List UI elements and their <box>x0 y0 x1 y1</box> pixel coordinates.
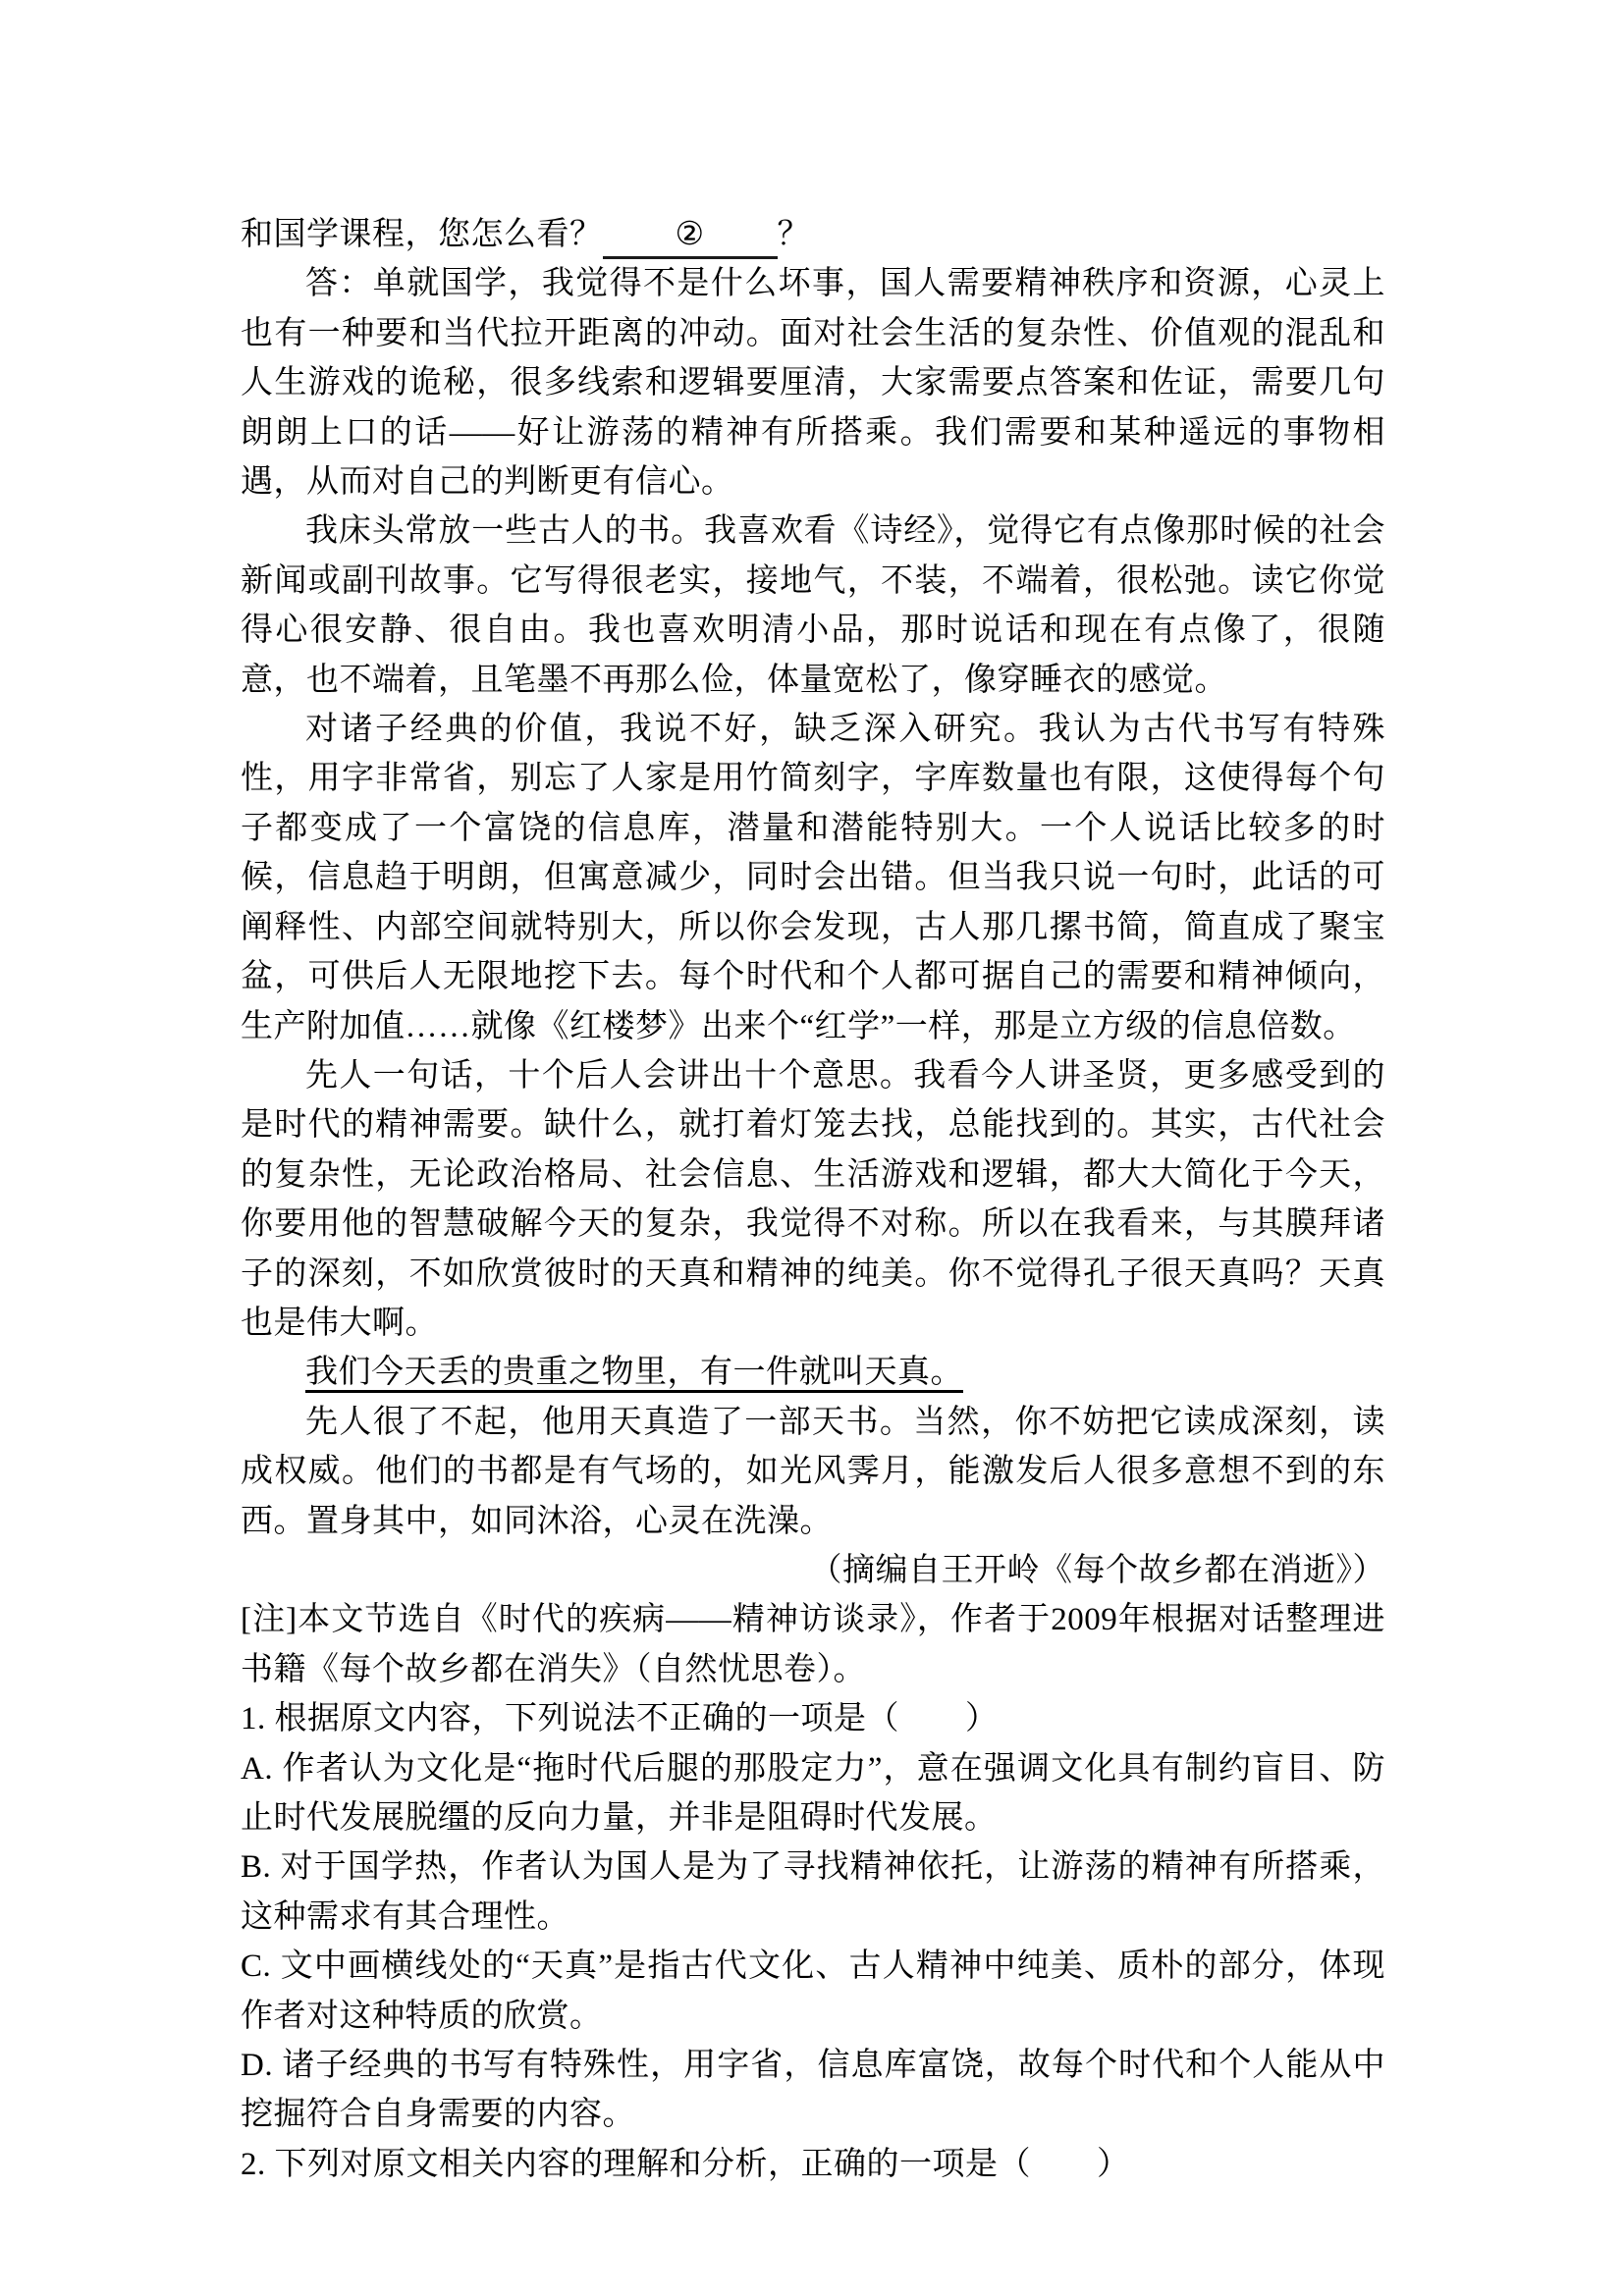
prompt-post-text: ？ <box>777 217 810 252</box>
fill-in-blank-line <box>603 213 778 259</box>
note-line: [注]本文节选自《时代的疾病——精神访谈录》，作者于2009年根据对话整理进书籍《每个故乡都在消失》（自然忧思卷）。 <box>241 1602 1385 1687</box>
question-1-stem: 1. 根据原文内容，下列说法不正确的一项是（ ） <box>241 1701 999 1737</box>
circled-number-2-marker: ② <box>675 217 705 252</box>
attribution-line: （摘编自王开岭《每个故乡都在消逝》） <box>809 1552 1385 1588</box>
question-1-option-b: B. 对于国学热，作者认为国人是为了寻找精神依托，让游荡的精神有所搭乘，这种需求有其合理性。 <box>241 1849 1385 1935</box>
underlined-sentence-text: 我们今天丢的贵重之物里，有一件就叫天真。 <box>305 1355 963 1391</box>
answer-paragraph-1: 答：单就国学，我觉得不是什么坏事，国人需要精神秩序和资源，心灵上也有一种要和当代拉开距离的冲动。面对社会生活的复杂性、价值观的混乱和人生游戏的诡秘，很多线索和逻辑要厘清，大家需要点答案和佐证，需要几句朗朗上口的话——好让游荡的精神有所搭乘。我们需要和某种遥远的事物相遇，从而对自己的判断更有信心。 <box>241 266 1385 501</box>
question-prompt-line <box>241 210 1385 259</box>
question-1-option-d: D. 诸子经典的书写有特殊性，用字省，信息库富饶，故每个时代和个人能从中挖掘符合自身需要的内容。 <box>241 2048 1385 2133</box>
answer-paragraph-3: 对诸子经典的价值，我说不好，缺乏深入研究。我认为古代书写有特殊性，用字非常省，别忘了人家是用竹简刻字，字库数量也有限，这使得每个句子都变成了一个富饶的信息库，潜量和潜能特别大。一个人说话比较多的时候，信息趋于明朗，但寓意减少，同时会出错。但当我只说一句时，此话的可阐释性、内部空间就特别大，所以你会发现，古人那几摞书简，简直成了聚宝盆，可供后人无限地挖下去。每个时代和个人都可据自己的需要和精神倾向，生产附加值……就像《红楼梦》出来个“红学”一样，那是立方级的信息倍数。 <box>241 712 1385 1044</box>
answer-paragraph-4: 先人一句话，十个后人会讲出十个意思。我看今人讲圣贤，更多感受到的是时代的精神需要。缺什么，就打着灯笼去找，总能找到的。其实，古代社会的复杂性，无论政治格局、社会信息、生活游戏和逻辑，都大大简化于今天，你要用他的智慧破解今天的复杂，我觉得不对称。所以在我看来，与其膜拜诸子的深刻，不如欣赏彼时的天真和精神的纯美。你不觉得孔子很天真吗？天真也是伟大啊。 <box>241 1057 1385 1341</box>
underlined-sentence-paragraph <box>241 1348 1385 1397</box>
prompt-pre-text: 和国学课程，您怎么看？ <box>241 217 603 252</box>
text-content <box>241 210 1385 2189</box>
question-2-stem: 2. 下列对原文相关内容的理解和分析，正确的一项是（ ） <box>241 2146 1130 2182</box>
closing-paragraph: 先人很了不起，他用天真造了一部天书。当然，你不妨把它读成深刻，读成权威。他们的书都是有气场的，如光风霁月，能激发后人很多意想不到的东西。置身其中，如同沐浴，心灵在洗澡。 <box>241 1404 1385 1539</box>
answer-paragraph-2: 我床头常放一些古人的书。我喜欢看《诗经》，觉得它有点像那时候的社会新闻或副刊故事。它写得很老实，接地气，不装，不端着，很松弛。读它你觉得心很安静、很自由。我也喜欢明清小品，那时说话和现在有点像了，很随意，也不端着，且笔墨不再那么俭，体量宽松了，像穿睡衣的感觉。 <box>241 513 1385 698</box>
question-1-option-a: A. 作者认为文化是“拖时代后腿的那股定力”，意在强调文化具有制约盲目、防止时代发展脱缰的反向力量，并非是阻碍时代发展。 <box>241 1750 1385 1836</box>
question-1-option-c: C. 文中画横线处的“天真”是指古代文化、古人精神中纯美、质朴的部分，体现作者对这种特质的欣赏。 <box>241 1949 1385 2034</box>
